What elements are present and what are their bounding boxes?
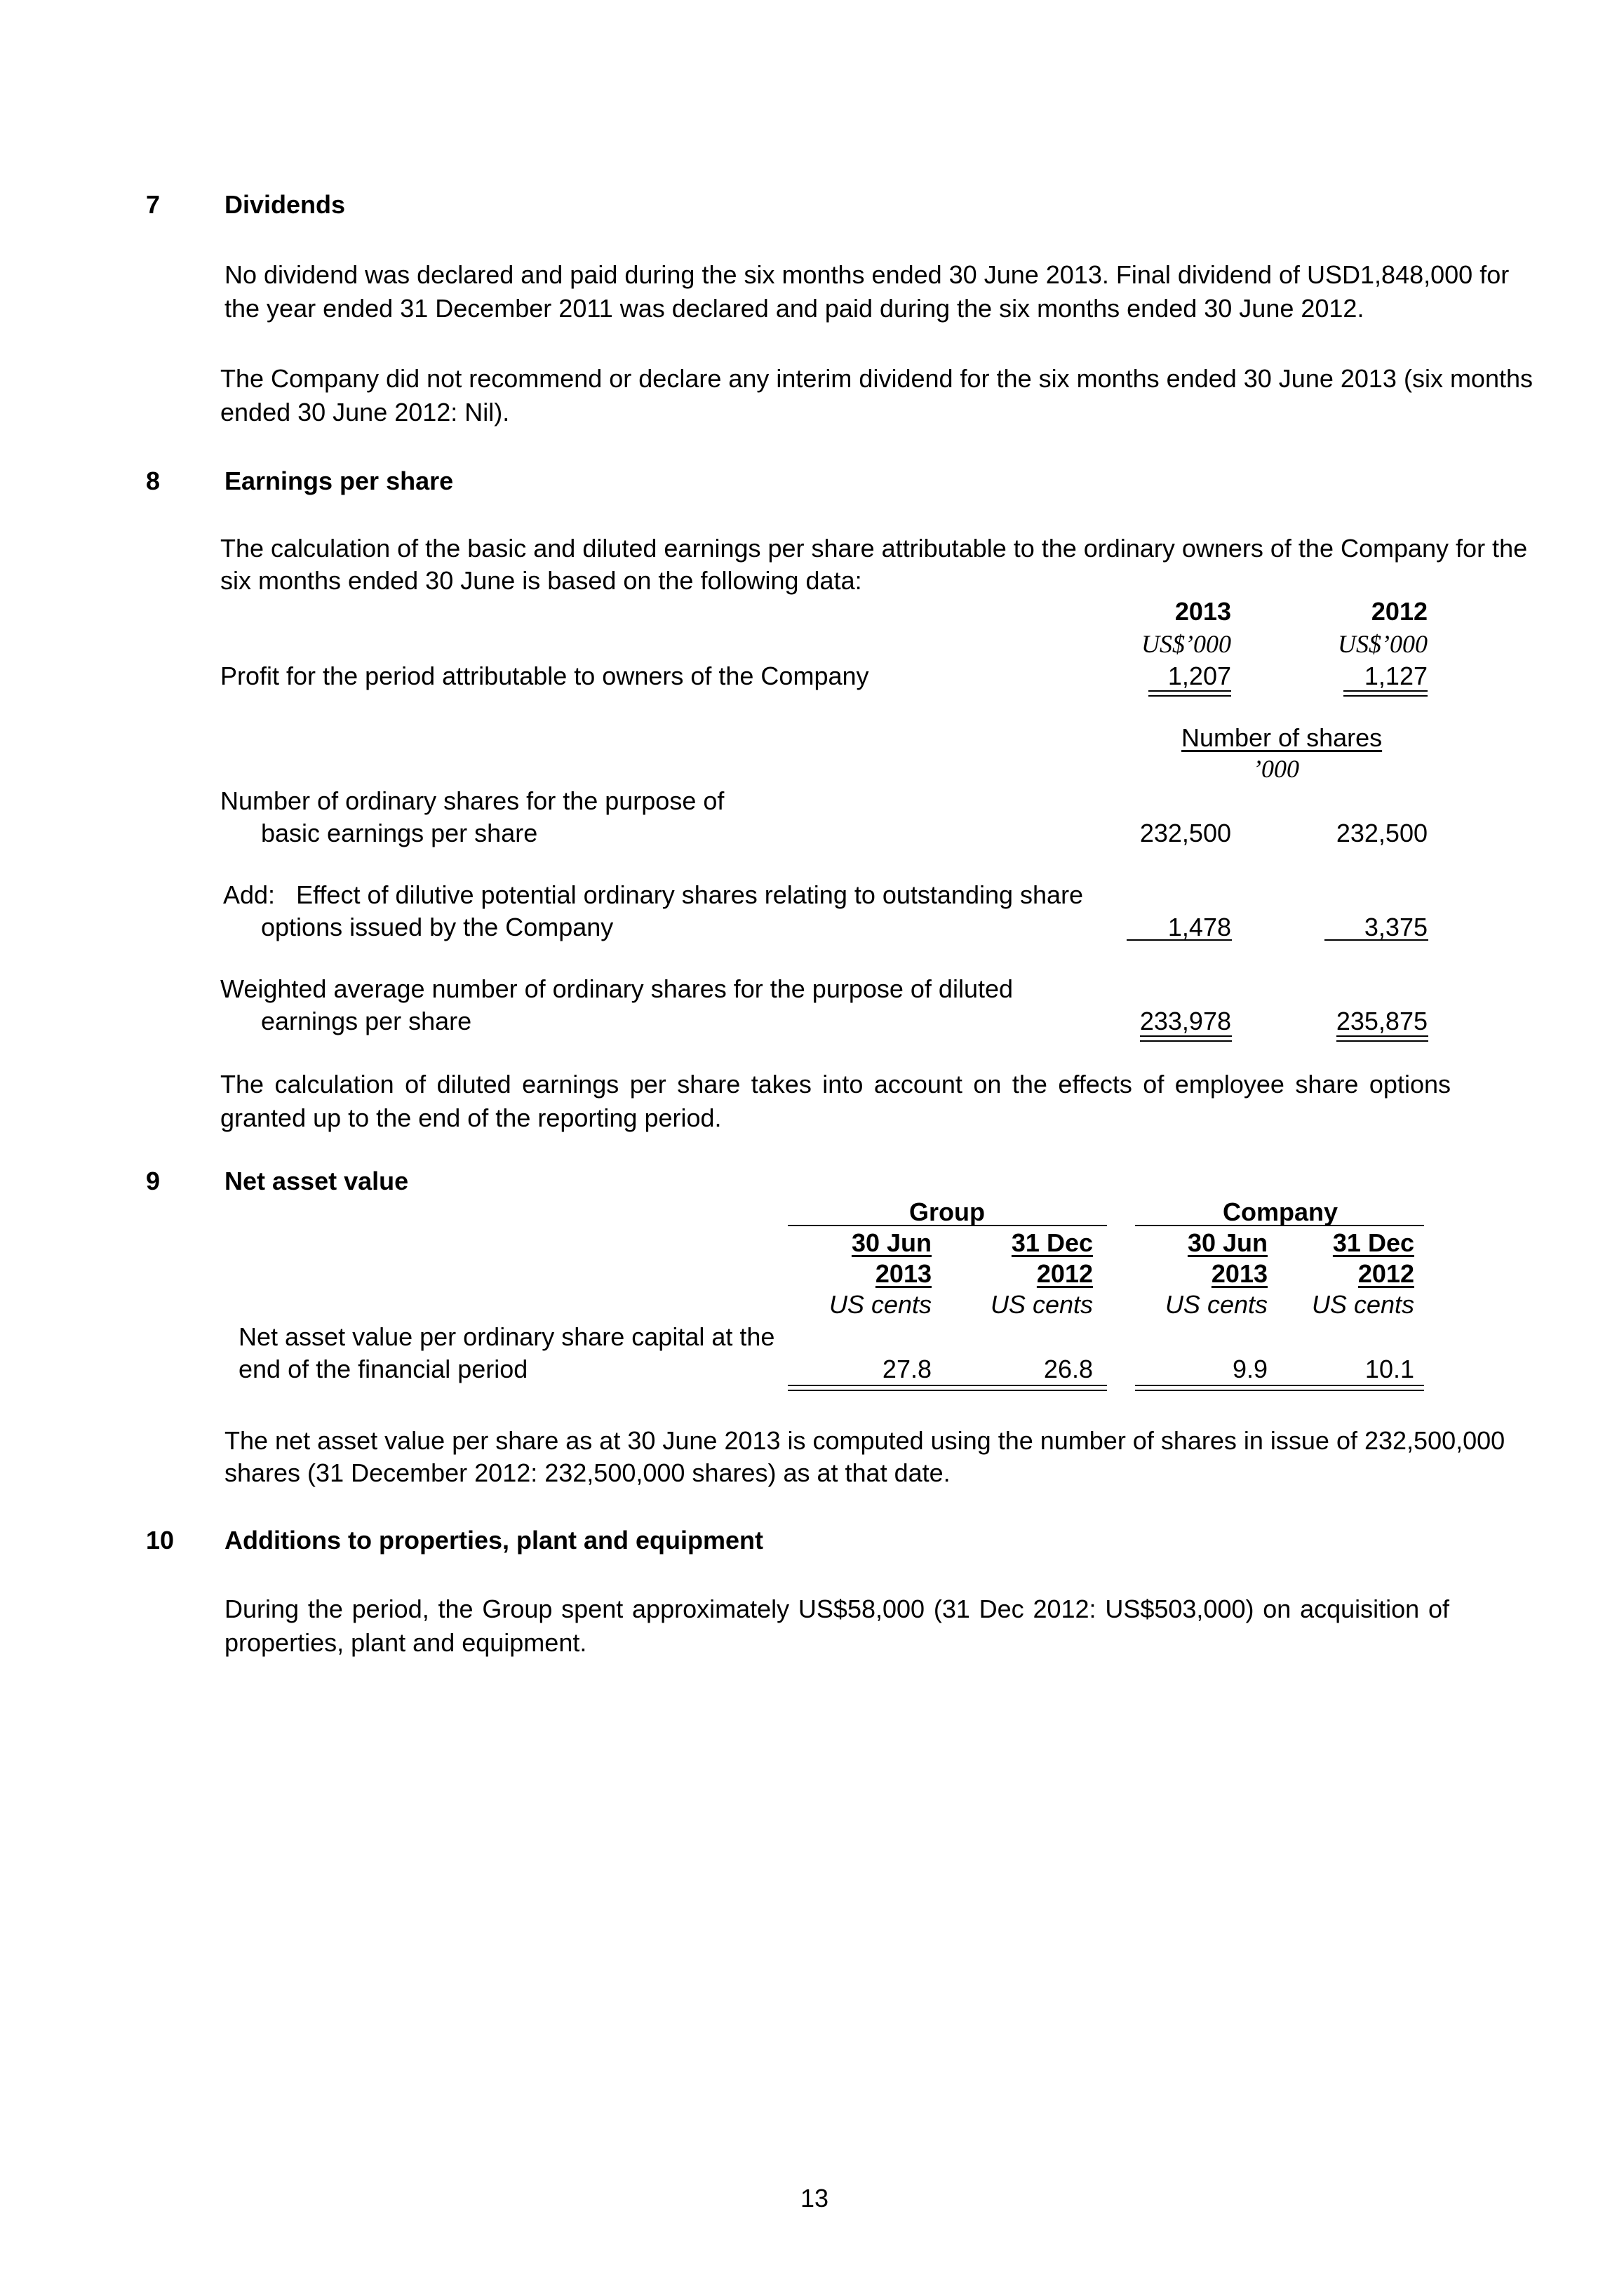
nav-col1-line1: 30 Jun <box>851 1228 932 1257</box>
nav-col3-unit: US cents <box>1165 1290 1268 1319</box>
section-8-number: 8 <box>146 466 161 495</box>
add-2013-rule <box>1127 939 1232 941</box>
section-8-intro-line1: The calculation of the basic and diluted earnings per share attributable to the ordinary owners of the Company for the <box>220 534 1528 563</box>
nav-col1-unit: US cents <box>828 1290 932 1319</box>
nav-note-line1: The net asset value per share as at 30 June 2013 is computed using the number of shares in issue of 232,500,000 <box>224 1426 1505 1455</box>
add-label-line2: options issued by the Company <box>261 913 614 941</box>
nav-col2-unit: US cents <box>990 1290 1093 1319</box>
section-7-para2-line2: ended 30 June 2012: Nil). <box>220 398 510 427</box>
shares-unit: ’000 <box>1253 755 1299 783</box>
nav-note-line2: shares (31 December 2012: 232,500,000 shares) as at that date. <box>224 1458 951 1487</box>
nav-company-2012-value: 10.1 <box>1364 1355 1414 1383</box>
section-7-number: 7 <box>146 190 161 219</box>
nav-company-2013-value: 9.9 <box>1232 1355 1268 1383</box>
section-9-number: 9 <box>146 1167 161 1195</box>
section-10-para-line1: During the period, the Group spent approximately US$58,000 (31 Dec 2012: US$503,000) on acquisition of <box>224 1595 1449 1623</box>
nav-group-header: Group <box>909 1197 985 1226</box>
profit-2012-value: 1,127 <box>1364 662 1428 690</box>
nav-group-2012-value: 26.8 <box>1043 1355 1093 1383</box>
eps-col-2013-header: 2013 <box>1174 597 1231 626</box>
section-9-title: Net asset value <box>224 1167 409 1195</box>
add-label-line1: Add: Effect of dilutive potential ordinary shares relating to outstanding share <box>223 880 1084 909</box>
page-number: 13 <box>800 2184 829 2213</box>
nav-col3-line1: 30 Jun <box>1187 1228 1268 1257</box>
section-8-title: Earnings per share <box>224 466 454 495</box>
nav-col4-unit: US cents <box>1311 1290 1414 1319</box>
section-7-para2-line1: The Company did not recommend or declare any interim dividend for the six months ended 30 June 2013 (six months <box>220 364 1533 393</box>
section-7-para1-line2: the year ended 31 December 2011 was declared and paid during the six months ended 30 June 2012. <box>224 294 1364 323</box>
weighted-label-line1: Weighted average number of ordinary shares for the purpose of diluted <box>220 974 1014 1003</box>
nav-col1-line2: 2013 <box>875 1259 932 1288</box>
nav-col4-line1: 31 Dec <box>1332 1228 1414 1257</box>
shares-header: Number of shares <box>1181 723 1383 752</box>
basic-2013-value: 232,500 <box>1139 819 1231 847</box>
nav-row-label-line1: Net asset value per ordinary share capital at the <box>239 1322 775 1351</box>
eps-note-line2: granted up to the end of the reporting period. <box>220 1103 722 1132</box>
nav-group-2013-value: 27.8 <box>882 1355 932 1383</box>
weighted-label-line2: earnings per share <box>261 1007 472 1035</box>
add-2012-rule <box>1324 939 1428 941</box>
weighted-2013-value: 233,978 <box>1139 1007 1231 1035</box>
basic-label-line1: Number of ordinary shares for the purpose of <box>220 786 725 815</box>
weighted-2013-double-rule <box>1140 1035 1232 1042</box>
add-2012-value: 3,375 <box>1364 913 1428 941</box>
section-10-para <box>224 1592 1449 1660</box>
profit-label: Profit for the period attributable to owners of the Company <box>220 662 869 690</box>
profit-2013-value: 1,207 <box>1167 662 1231 690</box>
weighted-2012-value: 235,875 <box>1336 1007 1428 1035</box>
profit-2012-double-rule <box>1343 690 1428 697</box>
section-10-title: Additions to properties, plant and equipment <box>224 1526 764 1555</box>
section-7-title: Dividends <box>224 190 346 219</box>
eps-unit-2012: US$’000 <box>1338 630 1428 658</box>
eps-note-line1: The calculation of diluted earnings per share takes into account on the effects of employee share options <box>220 1070 1451 1099</box>
section-10-para-line2: properties, plant and equipment. <box>224 1628 587 1657</box>
nav-company-header: Company <box>1223 1197 1338 1226</box>
eps-unit-2013: US$’000 <box>1141 630 1231 658</box>
add-2013-value: 1,478 <box>1167 913 1231 941</box>
eps-note <box>220 1068 1451 1135</box>
basic-2012-value: 232,500 <box>1336 819 1428 847</box>
section-10-number: 10 <box>146 1526 175 1555</box>
nav-col3-line2: 2013 <box>1211 1259 1268 1288</box>
nav-row-label-line2: end of the financial period <box>239 1355 528 1383</box>
nav-group-double-rule <box>788 1385 1107 1391</box>
basic-label-line2: basic earnings per share <box>261 819 538 847</box>
weighted-2012-double-rule <box>1336 1035 1428 1042</box>
nav-col4-line2: 2012 <box>1357 1259 1414 1288</box>
nav-company-double-rule <box>1135 1385 1424 1391</box>
section-7-para1-line1: No dividend was declared and paid during the six months ended 30 June 2013. Final dividend of USD1,848,000 for <box>224 260 1510 289</box>
section-8-intro-line2: six months ended 30 June is based on the following data: <box>220 566 862 595</box>
nav-col2-line2: 2012 <box>1036 1259 1093 1288</box>
nav-col2-line1: 31 Dec <box>1011 1228 1093 1257</box>
eps-col-2012-header: 2012 <box>1371 597 1428 626</box>
profit-2013-double-rule <box>1148 690 1231 697</box>
